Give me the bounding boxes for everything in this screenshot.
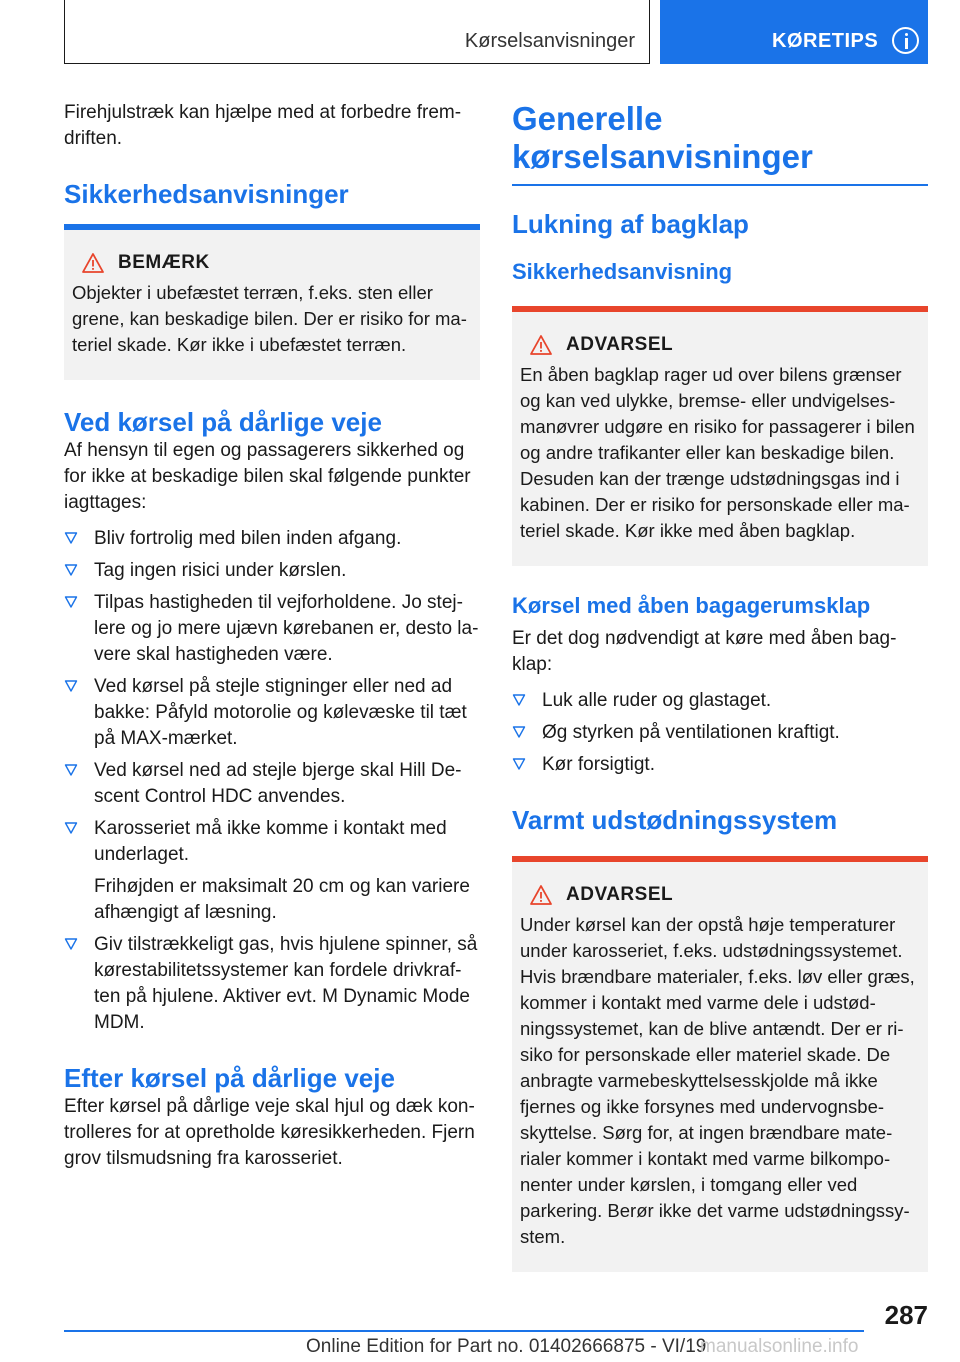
heading-rule [512,184,928,186]
warning-title: ADVARSEL [566,333,674,355]
open-tailgate-intro: Er det dog nødvendigt at køre med åben bag-klap: [512,627,897,675]
tailgate-heading: Lukning af bagklap [512,208,749,239]
chapter-tab-label: Kørselsanvisninger [464,30,635,52]
footer-edition: Online Edition for Part no. 01402666875 - VI/19 [306,1336,707,1357]
list-item: Ved kørsel ned ad stejle bjerge skal Hill De-scent Control HDC anvendes. [64,758,480,810]
triangle-bullet-icon [512,725,526,739]
list-item: Giv tilstrækkeligt gas, hvis hjulene spinner, så kørestabilitetssystemer kan fordele drivkraf-ten på hjulene. Aktiver evt. M Dynamic Mode MDM. [64,932,480,1036]
section-tab[interactable] [660,0,928,64]
triangle-bullet-icon [64,679,78,693]
warning-text: En åben bagklap rager ud over bilens grænser og kan ved ulykke, bremse- eller undvigelses-manøvrer udgøre en risiko for passagerer i bilen og andre trafikanter eller kan beskadige bilen. Desuden kan der trænge udstødningsgas ind i kabinen. Der er risiko for personskade eller ma-teriel skade. Kør ikke med åben bagklap. [520,363,915,541]
warning-triangle-icon [530,885,552,905]
warning-text: Under kørsel kan der opstå høje temperaturer under karosseriet, f.eks. udstødningssystemet. Hvis brændbare materialer, f.eks. løv eller græs, kommer i kontakt med varme dele i udstød-ningssystemet, kan de blive antændt. Der er ri-siko for personskade eller materiel skade. De anbragte varmebeskyttelsesskjolde må ikke fjernes og ikke forsynes med undervognsbe-skyttelse. Sørg for, at ingen brændbare mate-rialer kommer i kontakt med varme bilkompo-nenter under kørslen, i tomgang eller ved parkering. Berør ikke det varme udstødningssy-stem. [520,913,915,1247]
list-item: Karosseriet må ikke komme i kontakt med underlaget. Frihøjden er maksimalt 20 cm og kan variere afhængigt af læsning. [64,816,480,926]
bad-roads-heading: Ved kørsel på dårlige veje [64,407,382,437]
list-item: Bliv fortrolig med bilen inden afgang. [64,526,480,552]
list-item: Luk alle ruder og glastaget. [512,688,928,714]
notice-box [64,224,480,380]
after-text: Efter kørsel på dårlige veje skal hjul og dæk kon-trolleres for at opretholde køresikkerheden. Fjern grov tilsmudsning fra karosseriet. [64,1096,475,1169]
triangle-bullet-icon [64,563,78,577]
footer-rule [64,1330,864,1332]
warning-box [512,856,928,1272]
triangle-bullet-icon [64,937,78,951]
warning-triangle-icon [530,335,552,355]
page-number: 287 [884,1300,928,1330]
triangle-bullet-icon [512,693,526,707]
warning-triangle-icon [82,253,104,273]
list-item-note: Frihøjden er maksimalt 20 cm og kan variere afhængigt af læsning. [94,876,470,923]
triangle-bullet-icon [64,595,78,609]
notice-title: BEMÆRK [118,252,210,273]
list-item: Ved kørsel på stejle stigninger eller ned ad bakke: Påfyld motorolie og kølevæske til tæt på MAX-mærket. [64,674,480,752]
open-tailgate-list [512,688,928,778]
info-icon[interactable] [892,27,919,54]
warning-box [512,306,928,566]
triangle-bullet-icon [64,763,78,777]
notice-text: Objekter i ubefæstet terræn, f.eks. sten eller grene, kan beskadige bilen. Der er risiko for ma-teriel skade. Kør ikke i ubefæstet terræn. [72,282,467,355]
list-item: Tag ingen risici under kørslen. [64,558,480,584]
exhaust-heading: Varmt udstødningssystem [512,804,838,835]
right-column [512,100,928,1272]
triangle-bullet-icon [64,531,78,545]
warning-title: ADVARSEL [566,883,674,905]
section-tab-label: KØRETIPS [772,30,879,52]
open-tailgate-heading: Kørsel med åben bagagerumsklap [512,592,871,618]
chapter-tab[interactable] [64,0,650,64]
after-heading: Efter kørsel på dårlige veje [64,1063,395,1093]
triangle-bullet-icon [512,757,526,771]
watermark: manualsonline.info [700,1336,859,1357]
left-column [64,100,480,1172]
bad-roads-list [64,526,480,1036]
page-header [64,0,928,64]
bad-roads-intro: Af hensyn til egen og passagerers sikkerhed og for ikke at beskadige bilen skal følgende punkter iagttages: [64,440,471,513]
safety-heading: Sikkerhedsanvisninger [64,179,349,209]
tailgate-subheading: Sikkerhedsanvisning [512,258,733,284]
triangle-bullet-icon [64,821,78,835]
main-heading: Generelle kørselsanvisninger [512,100,813,175]
lead-paragraph: Firehjulstræk kan hjælpe med at forbedre frem-driften. [64,102,462,149]
list-item: Tilpas hastigheden til vejforholdene. Jo stej-lere og jo mere ujævn kørebanen er, desto la-vere skal hastigheden være. [64,590,480,668]
list-item: Øg styrken på ventilationen kraftigt. [512,720,928,746]
list-item: Kør forsigtigt. [512,752,928,778]
